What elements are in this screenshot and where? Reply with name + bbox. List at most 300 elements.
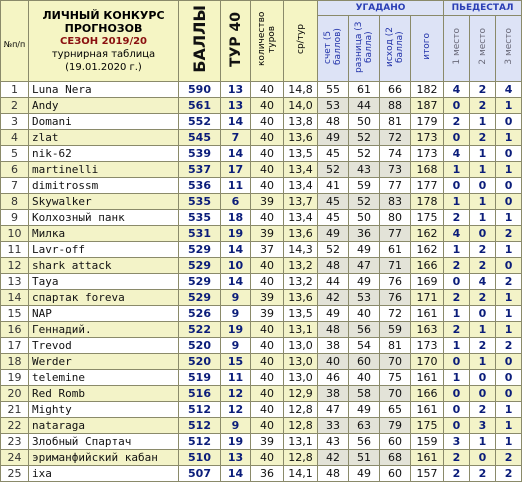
outcome-guessed-value: 88 <box>380 98 411 114</box>
points-value: 512 <box>179 434 221 450</box>
diff-guessed-value: 56 <box>349 322 380 338</box>
tour-points-value: 13 <box>221 98 251 114</box>
player-name: Domani <box>29 114 179 130</box>
table-row <box>1 434 522 450</box>
points-value: 529 <box>179 242 221 258</box>
tour-points-value: 9 <box>221 418 251 434</box>
outcome-guessed-value: 59 <box>380 322 411 338</box>
total-guessed-value: 168 <box>411 162 444 178</box>
table-row <box>1 114 522 130</box>
tour-points-value: 17 <box>221 162 251 178</box>
table-row <box>1 210 522 226</box>
score-guessed-value: 49 <box>318 226 349 242</box>
row-number: 21 <box>1 402 29 418</box>
second-place-count: 2 <box>470 402 496 418</box>
avg-per-tour-value: 13,2 <box>284 274 318 290</box>
third-place-count: 2 <box>496 274 522 290</box>
avg-per-tour-value: 14,8 <box>284 82 318 98</box>
outcome-guessed-value: 81 <box>380 114 411 130</box>
tour-points-value: 12 <box>221 402 251 418</box>
first-place-count: 2 <box>444 210 470 226</box>
third-place-count: 0 <box>496 146 522 162</box>
total-guessed-value: 161 <box>411 306 444 322</box>
total-guessed-value: 166 <box>411 258 444 274</box>
num-header <box>1 1 29 82</box>
player-name: telemine <box>29 370 179 386</box>
player-name: эриманфийский кабан <box>29 450 179 466</box>
diff-guessed-value: 54 <box>349 338 380 354</box>
score-guessed-value: 38 <box>318 386 349 402</box>
third-place-count: 0 <box>496 354 522 370</box>
outcome-guessed-value: 70 <box>380 354 411 370</box>
tour-points-value: 9 <box>221 306 251 322</box>
third-place-count: 1 <box>496 322 522 338</box>
table-row <box>1 306 522 322</box>
third-place-count: 1 <box>496 418 522 434</box>
diff-guessed-value: 52 <box>349 146 380 162</box>
first-place-count: 4 <box>444 226 470 242</box>
outcome-guessed-value: 77 <box>380 226 411 242</box>
tours-played-value: 40 <box>251 418 284 434</box>
third-place-count: 4 <box>496 82 522 98</box>
outcome-guessed-value: 75 <box>380 370 411 386</box>
score-guessed-value: 45 <box>318 194 349 210</box>
outcome-guessed-value: 72 <box>380 130 411 146</box>
first-place-count: 1 <box>444 370 470 386</box>
tour-points-value: 19 <box>221 434 251 450</box>
first-place-count: 4 <box>444 146 470 162</box>
tour-header <box>221 1 251 82</box>
outcome-guessed-value: 71 <box>380 258 411 274</box>
tour-points-value: 11 <box>221 370 251 386</box>
place2-header-label: 2 место <box>477 28 488 65</box>
table-row <box>1 98 522 114</box>
total-guessed-value: 157 <box>411 466 444 482</box>
diff-guessed-value: 44 <box>349 98 380 114</box>
points-value: 516 <box>179 386 221 402</box>
avg-per-tour-value: 13,1 <box>284 322 318 338</box>
third-place-count: 1 <box>496 290 522 306</box>
points-value: 520 <box>179 354 221 370</box>
total-header <box>411 16 444 82</box>
outcome-guessed-value: 80 <box>380 210 411 226</box>
avg-per-tour-value: 13,0 <box>284 338 318 354</box>
tour-points-value: 9 <box>221 290 251 306</box>
tour-points-value: 11 <box>221 178 251 194</box>
tour-points-value: 9 <box>221 338 251 354</box>
score-guessed-value: 53 <box>318 98 349 114</box>
player-name: shark attack <box>29 258 179 274</box>
tours-played-value: 39 <box>251 306 284 322</box>
total-guessed-value: 166 <box>411 386 444 402</box>
total-guessed-value: 159 <box>411 434 444 450</box>
row-number: 24 <box>1 450 29 466</box>
points-value: 545 <box>179 130 221 146</box>
row-number: 22 <box>1 418 29 434</box>
second-place-count: 1 <box>470 162 496 178</box>
first-place-count: 0 <box>444 130 470 146</box>
points-value: 529 <box>179 290 221 306</box>
total-guessed-value: 187 <box>411 98 444 114</box>
diff-guessed-value: 50 <box>349 210 380 226</box>
outcome-guessed-value: 60 <box>380 466 411 482</box>
avg-per-tour-value: 13,6 <box>284 226 318 242</box>
tours-played-value: 40 <box>251 82 284 98</box>
total-guessed-value: 161 <box>411 450 444 466</box>
third-place-count: 1 <box>496 162 522 178</box>
total-guessed-value: 173 <box>411 146 444 162</box>
avg-per-tour-value: 13,1 <box>284 434 318 450</box>
played-header <box>251 1 284 82</box>
avg-per-tour-value: 13,6 <box>284 130 318 146</box>
second-place-count: 2 <box>470 98 496 114</box>
diff-guessed-value: 58 <box>349 386 380 402</box>
score-guessed-value: 48 <box>318 322 349 338</box>
diff-guessed-value: 49 <box>349 242 380 258</box>
row-number: 25 <box>1 466 29 482</box>
total-guessed-value: 169 <box>411 274 444 290</box>
player-name: Колхозный панк <box>29 210 179 226</box>
score-guessed-value: 52 <box>318 162 349 178</box>
row-number: 5 <box>1 146 29 162</box>
tours-played-value: 37 <box>251 242 284 258</box>
score-guessed-value: 47 <box>318 402 349 418</box>
row-number: 8 <box>1 194 29 210</box>
tour-points-value: 19 <box>221 322 251 338</box>
avg-per-tour-value: 12,8 <box>284 402 318 418</box>
total-guessed-value: 173 <box>411 338 444 354</box>
diff-guessed-value: 43 <box>349 162 380 178</box>
first-place-count: 0 <box>444 402 470 418</box>
second-place-count: 1 <box>470 194 496 210</box>
player-name: Mighty <box>29 402 179 418</box>
points-value: 539 <box>179 146 221 162</box>
tours-played-value: 40 <box>251 210 284 226</box>
row-number: 11 <box>1 242 29 258</box>
tour-points-value: 19 <box>221 226 251 242</box>
row-number: 18 <box>1 354 29 370</box>
outcome-guessed-value: 81 <box>380 338 411 354</box>
avg-per-tour-value: 13,0 <box>284 354 318 370</box>
diff-guessed-value: 60 <box>349 354 380 370</box>
outcome-guessed-value: 60 <box>380 434 411 450</box>
avg-per-tour-value: 13,8 <box>284 114 318 130</box>
player-name: Trevod <box>29 338 179 354</box>
third-place-count: 1 <box>496 98 522 114</box>
tour-points-value: 18 <box>221 210 251 226</box>
tours-played-value: 40 <box>251 450 284 466</box>
table-row <box>1 290 522 306</box>
diff-guessed-value: 53 <box>349 290 380 306</box>
outcome-guessed-value: 76 <box>380 290 411 306</box>
total-guessed-value: 163 <box>411 322 444 338</box>
player-name: Taya <box>29 274 179 290</box>
row-number: 13 <box>1 274 29 290</box>
points-value: 536 <box>179 178 221 194</box>
tours-played-value: 40 <box>251 178 284 194</box>
outcome-guessed-value: 73 <box>380 162 411 178</box>
outcome-guessed-value: 79 <box>380 418 411 434</box>
avg-per-tour-value: 12,8 <box>284 450 318 466</box>
avg-per-tour-value: 13,0 <box>284 370 318 386</box>
place2-header <box>470 16 496 82</box>
row-number: 23 <box>1 434 29 450</box>
player-name: nataraga <box>29 418 179 434</box>
avg-per-tour-value: 14,0 <box>284 98 318 114</box>
first-place-count: 4 <box>444 82 470 98</box>
diff-guessed-value: 40 <box>349 306 380 322</box>
score-guessed-value: 48 <box>318 114 349 130</box>
first-place-count: 0 <box>444 274 470 290</box>
diff-guessed-value: 40 <box>349 370 380 386</box>
avg-per-tour-value: 13,5 <box>284 306 318 322</box>
first-place-count: 1 <box>444 338 470 354</box>
score-guessed-value: 42 <box>318 290 349 306</box>
score-guessed-value: 38 <box>318 338 349 354</box>
tour-points-value: 14 <box>221 114 251 130</box>
table-row <box>1 82 522 98</box>
second-place-count: 1 <box>470 146 496 162</box>
avg-per-tour-value: 14,1 <box>284 466 318 482</box>
points-value: 552 <box>179 114 221 130</box>
row-number: 3 <box>1 114 29 130</box>
tours-played-value: 40 <box>251 386 284 402</box>
player-name: спартак foreva <box>29 290 179 306</box>
second-place-count: 1 <box>470 434 496 450</box>
score-guessed-value: 49 <box>318 130 349 146</box>
tours-played-value: 40 <box>251 98 284 114</box>
tour-points-value: 13 <box>221 450 251 466</box>
row-number: 2 <box>1 98 29 114</box>
player-name: Red Romb <box>29 386 179 402</box>
guessed-group-header <box>318 1 444 16</box>
score-guessed-value: 55 <box>318 82 349 98</box>
tour-points-value: 6 <box>221 194 251 210</box>
tour-header-label: ТУР 40 <box>227 11 244 67</box>
table-row <box>1 242 522 258</box>
third-place-count: 1 <box>496 434 522 450</box>
player-name: Luna Nera <box>29 82 179 98</box>
points-value: 531 <box>179 226 221 242</box>
outcome-guessed-value: 65 <box>380 402 411 418</box>
points-value: 590 <box>179 82 221 98</box>
points-value: 529 <box>179 274 221 290</box>
row-number: 20 <box>1 386 29 402</box>
second-place-count: 0 <box>470 386 496 402</box>
outcome-guessed-value: 68 <box>380 450 411 466</box>
second-place-count: 1 <box>470 322 496 338</box>
total-guessed-value: 162 <box>411 242 444 258</box>
tour-points-value: 14 <box>221 274 251 290</box>
tours-played-value: 40 <box>251 146 284 162</box>
avg-header <box>284 1 318 82</box>
podium-group-header <box>444 1 522 16</box>
tours-played-value: 40 <box>251 114 284 130</box>
avg-header-label: ср/тур <box>295 24 306 54</box>
diff-guessed-value: 61 <box>349 82 380 98</box>
player-name: Werder <box>29 354 179 370</box>
player-name: Andy <box>29 98 179 114</box>
second-place-count: 2 <box>470 242 496 258</box>
diff-header-label: разница (3 балла) <box>354 20 374 73</box>
outcome-guessed-value: 70 <box>380 386 411 402</box>
player-name: Skywalker <box>29 194 179 210</box>
second-place-count: 2 <box>470 258 496 274</box>
diff-guessed-value: 49 <box>349 274 380 290</box>
row-number: 4 <box>1 130 29 146</box>
second-place-count: 2 <box>470 82 496 98</box>
diff-header <box>349 16 380 82</box>
first-place-count: 2 <box>444 450 470 466</box>
second-place-count: 0 <box>470 306 496 322</box>
place3-header <box>496 16 522 82</box>
outcome-guessed-value: 72 <box>380 306 411 322</box>
points-value: 522 <box>179 322 221 338</box>
tours-played-value: 40 <box>251 338 284 354</box>
tours-played-value: 39 <box>251 290 284 306</box>
first-place-count: 3 <box>444 434 470 450</box>
third-place-count: 2 <box>496 450 522 466</box>
outcome-guessed-value: 61 <box>380 242 411 258</box>
first-place-count: 0 <box>444 386 470 402</box>
total-guessed-value: 170 <box>411 354 444 370</box>
score-guessed-value: 44 <box>318 274 349 290</box>
score-guessed-value: 46 <box>318 370 349 386</box>
total-guessed-value: 162 <box>411 226 444 242</box>
row-number: 1 <box>1 82 29 98</box>
tours-played-value: 40 <box>251 130 284 146</box>
avg-per-tour-value: 13,4 <box>284 210 318 226</box>
table-row <box>1 402 522 418</box>
third-place-count: 2 <box>496 466 522 482</box>
row-number: 19 <box>1 370 29 386</box>
outcome-guessed-value: 66 <box>380 82 411 98</box>
player-name: martinelli <box>29 162 179 178</box>
diff-guessed-value: 59 <box>349 178 380 194</box>
avg-per-tour-value: 13,4 <box>284 162 318 178</box>
third-place-count: 0 <box>496 258 522 274</box>
avg-per-tour-value: 13,7 <box>284 194 318 210</box>
table-row <box>1 178 522 194</box>
third-place-count: 2 <box>496 226 522 242</box>
tours-played-value: 40 <box>251 322 284 338</box>
second-place-count: 2 <box>470 130 496 146</box>
first-place-count: 1 <box>444 242 470 258</box>
row-number: 9 <box>1 210 29 226</box>
first-place-count: 1 <box>444 306 470 322</box>
total-guessed-value: 161 <box>411 402 444 418</box>
third-place-count: 2 <box>496 338 522 354</box>
title-line-4: турнирная таблица <box>51 48 156 60</box>
diff-guessed-value: 63 <box>349 418 380 434</box>
score-guessed-value: 33 <box>318 418 349 434</box>
outcome-guessed-value: 76 <box>380 274 411 290</box>
second-place-count: 2 <box>470 338 496 354</box>
first-place-count: 0 <box>444 98 470 114</box>
tours-played-value: 40 <box>251 274 284 290</box>
avg-per-tour-value: 12,8 <box>284 418 318 434</box>
score-guessed-value: 41 <box>318 178 349 194</box>
first-place-count: 1 <box>444 194 470 210</box>
num-header-label: №п/п <box>3 39 26 49</box>
player-name: ixa <box>29 466 179 482</box>
third-place-count: 1 <box>496 242 522 258</box>
points-value: 520 <box>179 338 221 354</box>
score-guessed-value: 45 <box>318 146 349 162</box>
table-row <box>1 450 522 466</box>
row-number: 7 <box>1 178 29 194</box>
tours-played-value: 39 <box>251 194 284 210</box>
player-name: dimitrossm <box>29 178 179 194</box>
second-place-count: 0 <box>470 226 496 242</box>
second-place-count: 2 <box>470 466 496 482</box>
table-row <box>1 386 522 402</box>
row-number: 15 <box>1 306 29 322</box>
table-row <box>1 162 522 178</box>
second-place-count: 0 <box>470 370 496 386</box>
diff-guessed-value: 49 <box>349 402 380 418</box>
points-value: 535 <box>179 194 221 210</box>
standings-body <box>1 82 522 482</box>
diff-guessed-value: 52 <box>349 194 380 210</box>
row-number: 10 <box>1 226 29 242</box>
player-name: nik-62 <box>29 146 179 162</box>
tours-played-value: 40 <box>251 402 284 418</box>
player-name: Геннадий. <box>29 322 179 338</box>
player-name: zlat <box>29 130 179 146</box>
avg-per-tour-value: 12,9 <box>284 386 318 402</box>
diff-guessed-value: 50 <box>349 114 380 130</box>
total-guessed-value: 171 <box>411 290 444 306</box>
table-title <box>29 1 179 82</box>
table-row <box>1 226 522 242</box>
points-header <box>179 1 221 82</box>
third-place-count: 1 <box>496 402 522 418</box>
tour-points-value: 14 <box>221 146 251 162</box>
title-line-3: СЕЗОН 2019/20 <box>59 35 148 47</box>
table-row <box>1 354 522 370</box>
points-value: 519 <box>179 370 221 386</box>
third-place-count: 0 <box>496 370 522 386</box>
points-value: 512 <box>179 402 221 418</box>
score-header-label: счет (5 баллов) <box>323 28 343 66</box>
total-guessed-value: 175 <box>411 418 444 434</box>
score-guessed-value: 48 <box>318 258 349 274</box>
score-guessed-value: 45 <box>318 210 349 226</box>
third-place-count: 0 <box>496 194 522 210</box>
table-row <box>1 258 522 274</box>
title-line-2: ПРОГНОЗОВ <box>64 21 143 35</box>
first-place-count: 1 <box>444 162 470 178</box>
avg-per-tour-value: 13,4 <box>284 178 318 194</box>
diff-guessed-value: 56 <box>349 434 380 450</box>
score-guessed-value: 42 <box>318 450 349 466</box>
tour-points-value: 15 <box>221 354 251 370</box>
tours-played-value: 40 <box>251 162 284 178</box>
second-place-count: 0 <box>470 450 496 466</box>
outcome-guessed-value: 83 <box>380 194 411 210</box>
points-value: 526 <box>179 306 221 322</box>
points-value: 561 <box>179 98 221 114</box>
first-place-count: 2 <box>444 258 470 274</box>
tour-points-value: 12 <box>221 386 251 402</box>
row-number: 17 <box>1 338 29 354</box>
tours-played-value: 40 <box>251 354 284 370</box>
second-place-count: 1 <box>470 354 496 370</box>
tours-played-value: 40 <box>251 370 284 386</box>
diff-guessed-value: 52 <box>349 130 380 146</box>
first-place-count: 2 <box>444 290 470 306</box>
